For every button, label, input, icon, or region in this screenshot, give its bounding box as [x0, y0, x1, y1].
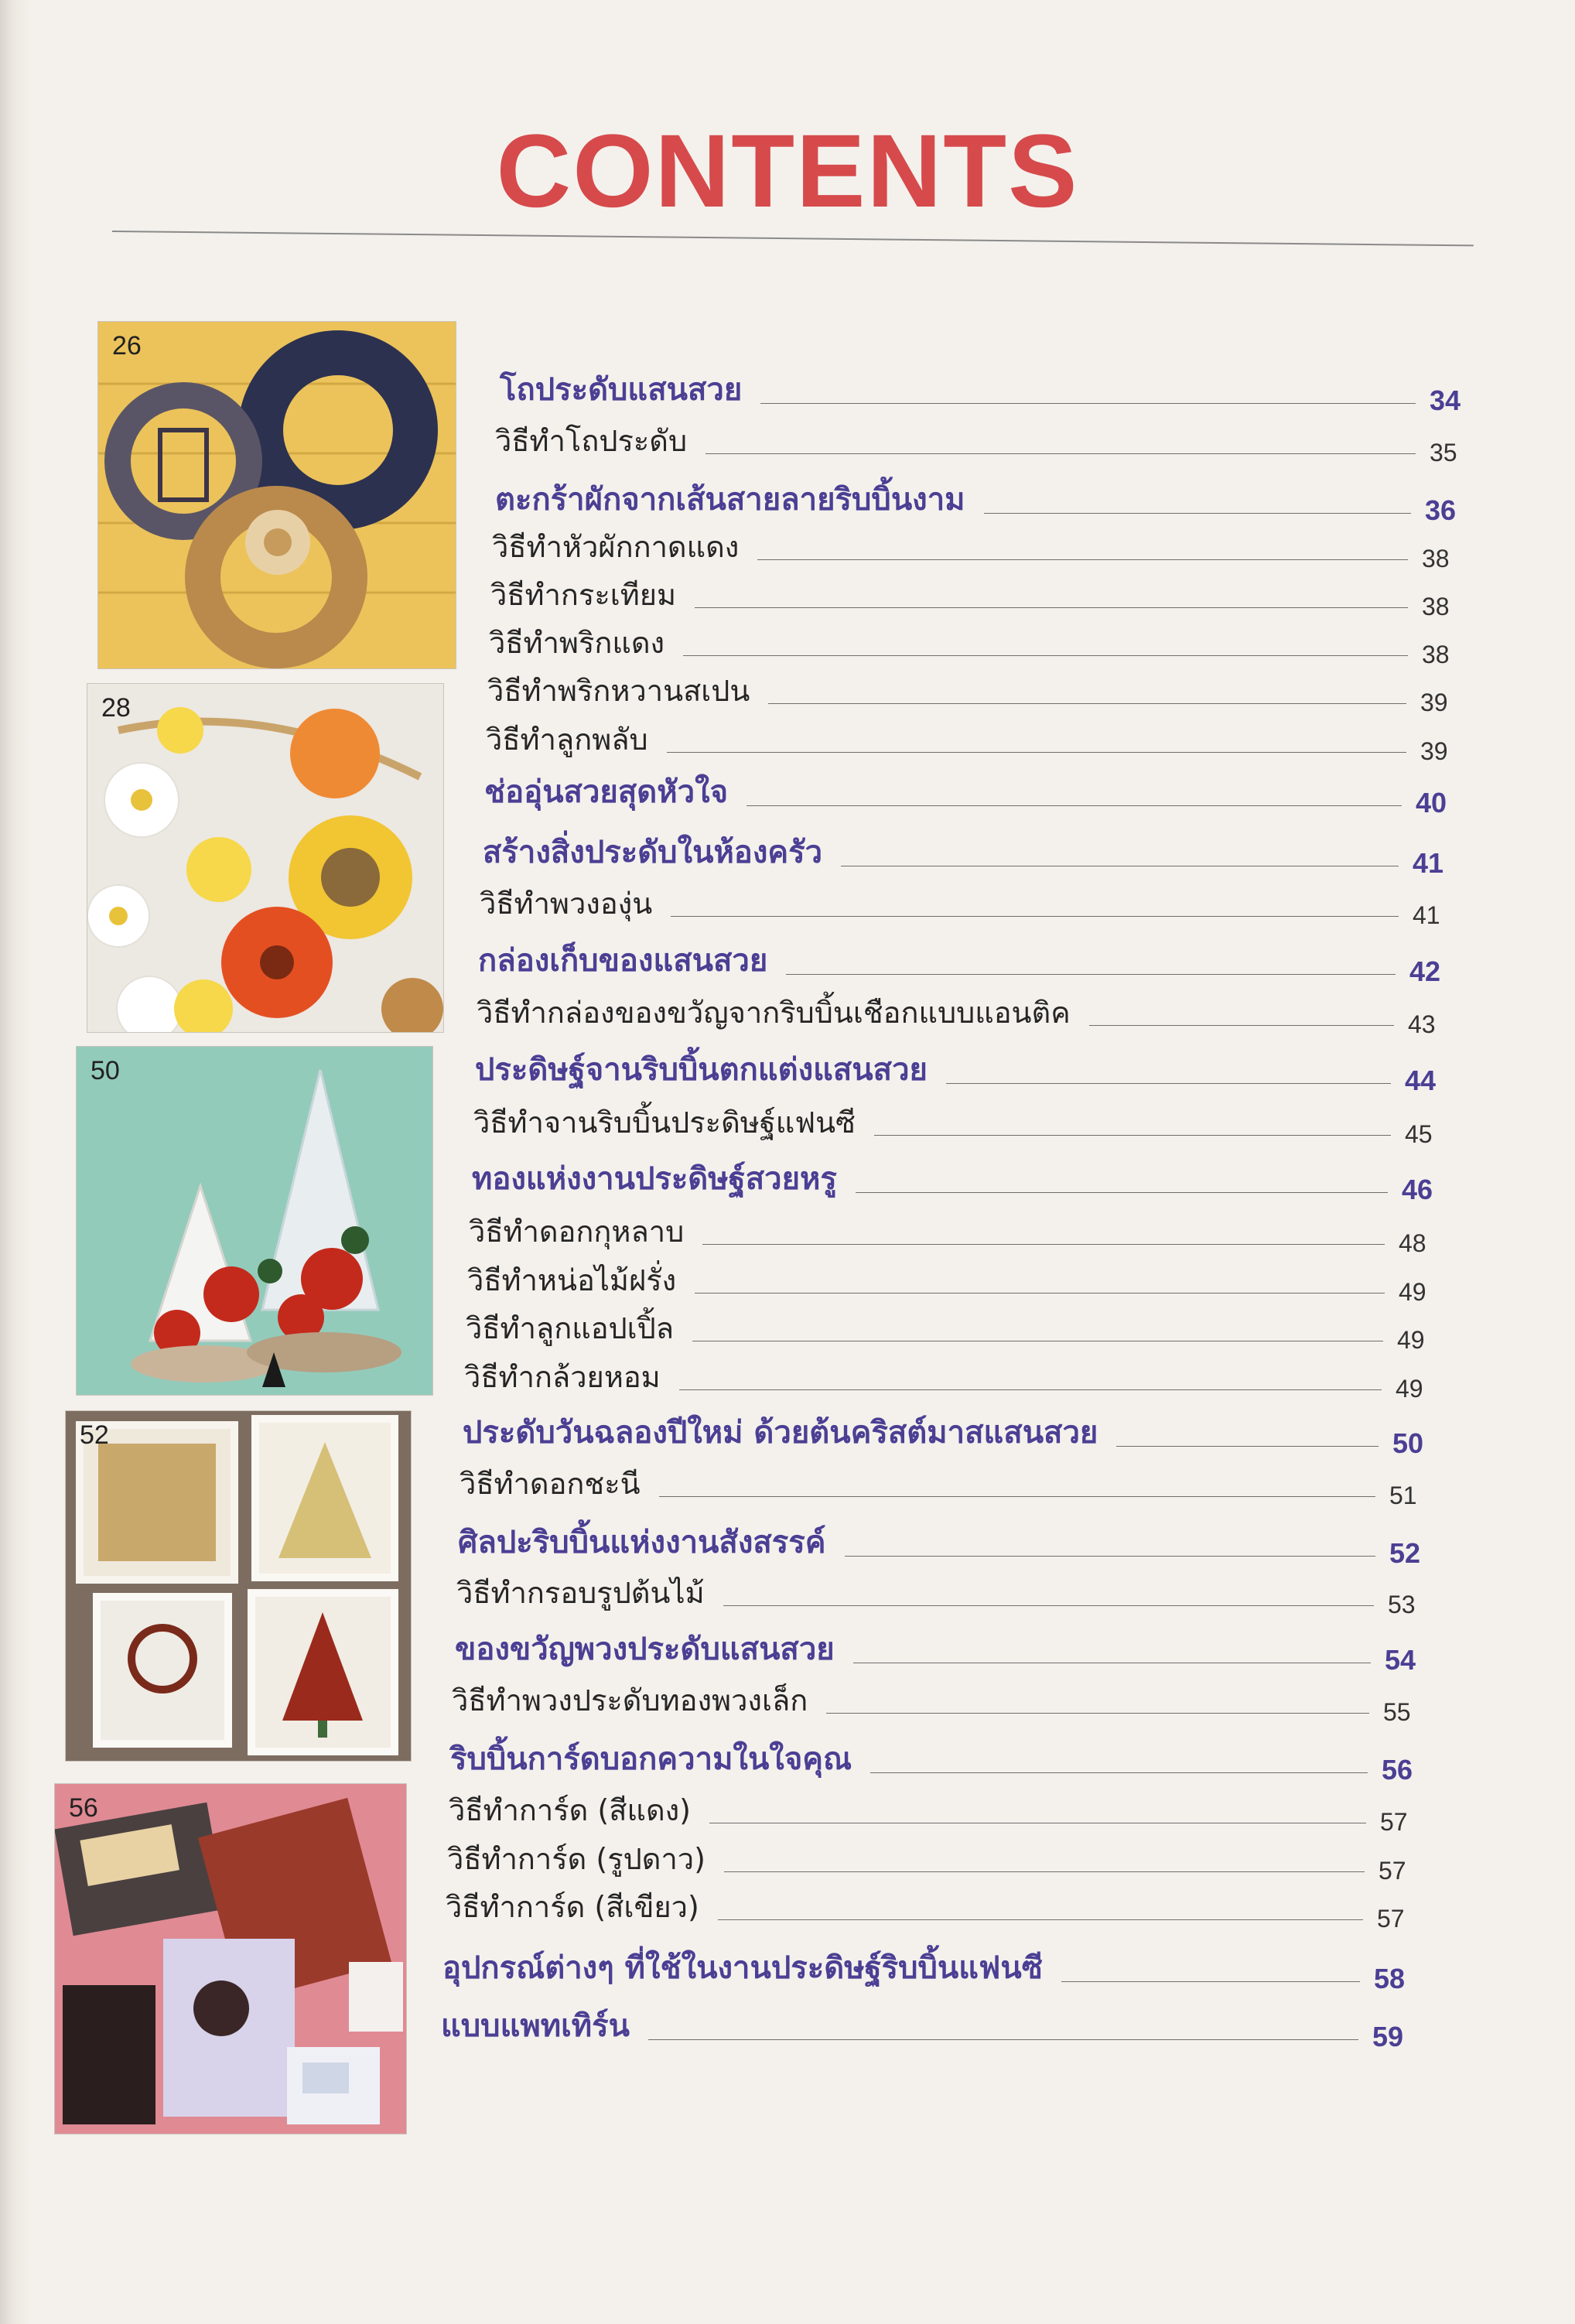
toc-page-number: 39: [1420, 689, 1448, 716]
toc-chapter-row: [483, 826, 1467, 879]
toc-page-number: 54: [1385, 1644, 1416, 1676]
toc-page-number: 49: [1397, 1326, 1425, 1354]
toc-entry-title: ช่ออุ่นสวยสุดหัวใจ: [484, 774, 729, 810]
toc-page-number: 48: [1399, 1229, 1426, 1257]
toc-page-number: 49: [1399, 1278, 1426, 1306]
toc-leader-line: [648, 2039, 1358, 2040]
toc-subentry-row: [489, 616, 1476, 668]
toc-subentry-row: [456, 1566, 1442, 1618]
toc-entry-title: อุปกรณ์ต่างๆ ที่ใช้ในงานประดิษฐ์ริบบิ้นแฟนซี: [442, 1950, 1043, 1986]
toc-entry-title: วิธีทำพริกแดง: [489, 626, 665, 660]
toc-page-number: 57: [1380, 1808, 1408, 1836]
toc-subentry-row: [467, 1253, 1453, 1306]
toc-leader-line: [1061, 1981, 1360, 1982]
toc-leader-line: [786, 974, 1396, 975]
toc-entry-title: โถประดับแสนสวย: [500, 372, 743, 408]
toc-leader-line: [695, 1293, 1385, 1294]
toc-page-number: 43: [1408, 1010, 1436, 1038]
toc-page-number: 38: [1422, 545, 1450, 572]
toc-leader-line: [856, 1192, 1388, 1193]
photo-page-number: 28: [101, 693, 131, 723]
toc-entry-title: วิธีทำพวงประดับทองพวงเล็ก: [452, 1683, 808, 1717]
toc-subentry-row: [464, 1350, 1450, 1403]
photo-christmas-trees: [76, 1046, 433, 1396]
toc-page-number: 38: [1422, 593, 1450, 620]
toc-page-number: 49: [1396, 1375, 1423, 1403]
toc-page-number: 59: [1372, 2021, 1404, 2052]
framed-art-illustration: [66, 1411, 411, 1761]
toc-chapter-row: [472, 1153, 1456, 1205]
toc-subentry-row: [490, 568, 1476, 620]
toc-chapter-row: [478, 935, 1464, 987]
toc-subentry-row: [460, 1457, 1443, 1509]
toc-chapter-row: [455, 1623, 1439, 1676]
toc-entry-title: ศิลปะริบบิ้นแห่งงานสังสรรค์: [458, 1525, 826, 1560]
toc-entry-title: วิธีทำโถประดับ: [495, 424, 688, 458]
toc-entry-title: วิธีทำการ์ด (รูปดาว): [447, 1842, 706, 1876]
toc-page-number: 38: [1422, 641, 1450, 668]
photo-page-number: 50: [91, 1056, 120, 1085]
toc-page-number: 35: [1430, 439, 1457, 467]
toc-entry-title: ริบบิ้นการ์ดบอกความในใจคุณ: [450, 1741, 852, 1777]
toc-chapter-row: [442, 1942, 1428, 1994]
photo-greeting-cards: [54, 1783, 407, 2134]
toc-chapter-row: [458, 1516, 1443, 1569]
toc-subentry-row: [477, 986, 1462, 1038]
toc-page-number: 51: [1389, 1482, 1417, 1509]
toc-entry-title: วิธีทำพวงองุ่น: [480, 887, 653, 921]
toc-leader-line: [1116, 1446, 1379, 1447]
photo-wreaths: [97, 321, 456, 669]
toc-entry-title: วิธีทำหน่อไม้ฝรั่ง: [467, 1263, 677, 1297]
photo-framed-art: [65, 1410, 412, 1762]
toc-leader-line: [946, 1083, 1391, 1084]
toc-entry-title: วิธีทำหัวผักกาดแดง: [492, 530, 740, 564]
toc-leader-line: [768, 703, 1406, 704]
toc-page-number: 39: [1420, 737, 1448, 765]
page-edge: [0, 0, 31, 2324]
christmas-trees-illustration: [77, 1047, 432, 1395]
toc-subentry-row: [480, 877, 1467, 929]
toc-leader-line: [683, 655, 1408, 656]
toc-leader-line: [706, 453, 1416, 454]
toc-chapter-row: [495, 473, 1479, 526]
toc-entry-title: วิธีทำกรอบรูปต้นไม้: [456, 1576, 705, 1610]
toc-chapter-row: [484, 766, 1470, 819]
toc-entry-title: วิธีทำกระเทียม: [490, 578, 677, 612]
toc-chapter-row: [441, 2000, 1426, 2052]
toc-page-number: 36: [1425, 494, 1457, 526]
toc-page-number: 55: [1383, 1698, 1411, 1726]
photo-page-number: 56: [69, 1793, 98, 1823]
toc-subentry-row: [473, 1095, 1459, 1148]
toc-page-number: 50: [1392, 1427, 1424, 1459]
photo-page-number: 26: [112, 331, 142, 361]
toc-page-number: 56: [1382, 1754, 1413, 1786]
toc-page-number: 40: [1416, 787, 1447, 819]
toc-page-number: 41: [1413, 847, 1444, 879]
toc-page-number: 58: [1374, 1963, 1406, 1994]
toc-page-number: 42: [1409, 955, 1441, 987]
toc-leader-line: [671, 916, 1399, 917]
toc-entry-title: แบบแพทเทิร์น: [441, 2008, 630, 2044]
toc-leader-line: [718, 1919, 1363, 1920]
toc-page-number: 44: [1405, 1065, 1437, 1096]
toc-subentry-row: [495, 414, 1484, 467]
toc-leader-line: [874, 1135, 1391, 1136]
toc-entry-title: สร้างสิ่งประดับในห้องครัว: [483, 835, 823, 870]
toc-page-number: 57: [1379, 1857, 1406, 1885]
toc-entry-title: วิธีทำกล้วยหอม: [464, 1360, 661, 1394]
toc-subentry-row: [492, 520, 1476, 572]
toc-entry-title: ประดับวันฉลองปีใหม่ ด้วยต้นคริสต์มาสแสนสวย: [463, 1415, 1098, 1451]
toc-page-number: 57: [1377, 1905, 1405, 1933]
title-rule: [112, 231, 1474, 246]
toc-chapter-row: [463, 1406, 1447, 1459]
toc-leader-line: [757, 559, 1408, 560]
toc-entry-title: ทองแห่งงานประดิษฐ์สวยหรู: [472, 1161, 837, 1197]
toc-page-number: 41: [1413, 901, 1440, 929]
toc-subentry-row: [449, 1783, 1434, 1836]
greeting-cards-illustration: [55, 1784, 406, 2134]
toc-entry-title: วิธีทำดอกชะนี: [460, 1467, 641, 1501]
toc-leader-line: [826, 1713, 1369, 1714]
toc-entry-title: วิธีทำลูกพลับ: [486, 723, 648, 757]
toc-entry-title: วิธีทำกล่องของขวัญจากริบบิ้นเชือกแบบแอนติค: [477, 996, 1071, 1030]
toc-page-number: 46: [1402, 1174, 1433, 1205]
toc-entry-title: วิธีทำการ์ด (สีเขียว): [446, 1890, 699, 1924]
toc-entry-title: กล่องเก็บของแสนสวย: [478, 943, 768, 979]
toc-leader-line: [760, 403, 1416, 404]
toc-chapter-row: [450, 1733, 1436, 1786]
toc-entry-title: ประดิษฐ์จานริบบิ้นตกแต่งแสนสวย: [475, 1052, 928, 1088]
wreaths-illustration: [98, 322, 456, 668]
toc-leader-line: [724, 1871, 1365, 1872]
toc-entry-title: วิธีทำดอกกุหลาบ: [469, 1215, 685, 1249]
toc-entry-title: วิธีทำพริกหวานสเปน: [487, 674, 750, 708]
toc-entry-title: ของขวัญพวงประดับแสนสวย: [455, 1632, 835, 1667]
toc-page-number: 52: [1389, 1537, 1421, 1569]
toc-subentry-row: [452, 1673, 1437, 1726]
toc-page-number: 34: [1430, 384, 1461, 416]
toc-entry-title: วิธีทำจานริบบิ้นประดิษฐ์แฟนซี: [473, 1106, 856, 1140]
toc-subentry-row: [447, 1832, 1433, 1885]
toc-page-number: 45: [1405, 1120, 1433, 1148]
toc-leader-line: [984, 513, 1411, 514]
toc-entry-title: วิธีทำลูกแอปเปิ้ล: [466, 1311, 675, 1345]
toc-leader-line: [870, 1772, 1368, 1773]
toc-leader-line: [845, 1556, 1376, 1557]
toc-leader-line: [679, 1389, 1382, 1390]
toc-leader-line: [702, 1244, 1385, 1245]
toc-subentry-row: [486, 713, 1474, 765]
flowers-illustration: [87, 684, 443, 1032]
toc-leader-line: [695, 607, 1408, 608]
toc-subentry-row: [466, 1301, 1451, 1354]
toc-entry-title: วิธีทำการ์ด (สีแดง): [449, 1793, 691, 1827]
photo-flowers: [87, 683, 444, 1033]
toc-entry-title: ตะกร้าผักจากเส้นสายลายริบบิ้นงาม: [495, 482, 965, 518]
toc-chapter-row: [475, 1044, 1459, 1096]
toc-chapter-row: [500, 364, 1484, 416]
toc-page-number: 53: [1388, 1591, 1416, 1618]
toc-subentry-row: [469, 1205, 1453, 1257]
toc-leader-line: [667, 752, 1406, 753]
page-title: CONTENTS: [496, 114, 1079, 229]
toc-subentry-row: [487, 664, 1474, 716]
toc-leader-line: [1089, 1025, 1394, 1026]
photo-page-number: 52: [80, 1420, 109, 1450]
toc-subentry-row: [446, 1880, 1431, 1933]
toc-leader-line: [723, 1605, 1374, 1606]
toc-leader-line: [747, 805, 1402, 806]
toc-leader-line: [659, 1496, 1375, 1497]
